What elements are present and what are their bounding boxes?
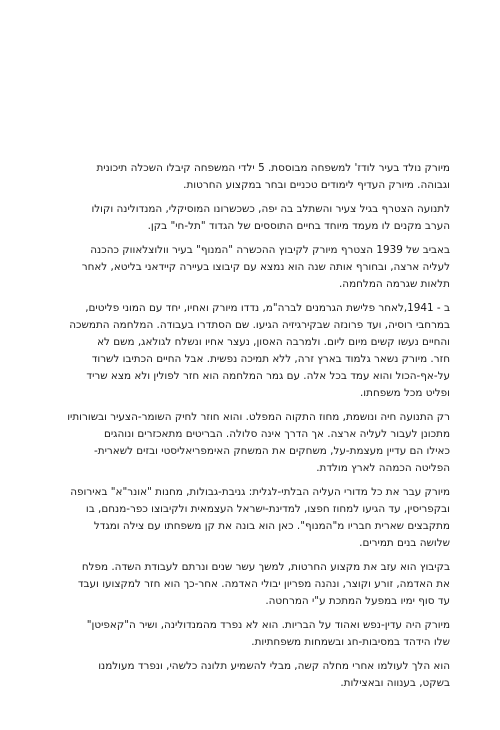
text-line: בקיבוץ הוא עזב את מקצוע החרטות, למשך עשר שנים ונרתם לעבודת השדה. מפלח — [81, 561, 450, 573]
text-line: ופליט מכל משפחתו. — [359, 387, 450, 399]
text-line: על-אף-הכול והוא עמד בכל אלה. עם גמר המלחמה הוא חזר לפולין ולא מצא שריד — [86, 370, 450, 382]
text-line: במרחבי רוסיה, ועד פרונזה שבקירגיזיה הגיעו. שם הסתדרו בעבודה. המלחמה התמשכה — [69, 319, 450, 331]
text-line: מתקבצים שארית חבריו מ"המנוף". כאן הוא בונה את קן משפחתו עם צילה ומגדל — [93, 520, 450, 532]
paragraph-5 — [50, 409, 450, 477]
text-line: הערב מקנים לו מעמד מיוחד בחיים התוססים של הגדוד "תל-חי" בקן. — [147, 220, 450, 232]
paragraph-7 — [50, 559, 450, 610]
paragraph-8 — [50, 617, 450, 651]
text-line: את האדמה, זורע וקוצר, ונהנה מפריון יבולי האדמה. אחר-כך הוא חזר למקצועו ועבד — [77, 578, 450, 590]
text-line: מיורק נולד בעיר לודז' למשפחה מבוססת. 5 ילדי המשפחה קיבלו השכלה תיכונית — [96, 162, 450, 174]
paragraph-9 — [50, 658, 450, 692]
text-line: עד סוף ימיו במפעל המתכת ע"י המרחטה. — [265, 595, 450, 607]
paragraph-6 — [50, 484, 450, 552]
text-line: בשקט, בענווה ובאצילות. — [340, 677, 450, 689]
text-line: לעליה ארצה, ובחורף אותה שנה הוא נמצא עם קיבוצו בעיירה קיידאני בליטא, לאחר — [81, 261, 450, 273]
text-line: תלאות שגרמה המלחמה. — [339, 278, 450, 290]
text-line: הוא הלך לעולמו אחרי מחלה קשה, מבלי להשמיע תלונה כלשהי, ונפרד מעולמנו — [98, 660, 450, 672]
text-line: לתנועה הצטרף בגיל צעיר והשתלב בה יפה, כשכשרונו המוסיקלי, המנדולינה וקולו — [91, 203, 450, 215]
text-line: ובקפריסין, עד הגיעו למחוז חפצו, למדינת-ישראל העצמאית ולקיבוצו כפר-מנחם, בו — [85, 503, 450, 515]
text-line: רק התנועה חיה ונושמת, מחוז התקוה המפלט. והוא חוזר לחיק השומר-הצעיר ובשורותיו — [67, 411, 450, 423]
text-line: ב - 1941,לאחר פלישת הגרמנים לברה"מ, נדדו מיורק ואחיו, יחד עם המוני פליטים, — [85, 302, 450, 314]
text-line: כאילו הם עדיין מעצמת-על, משחקים את המשחק האימפריאליסטי ובזים לשארית- — [94, 445, 450, 457]
text-line: מתכונן לעבור לעליה ארצה. אך הדרך אינה סלולה. הבריטים מתאכזרים ונוהגים — [103, 428, 450, 440]
text-line: והחיים נעשו קשים מיום ליום. ולמרבה האסון, נעצר אחיו ונשלח לגולאג, משם לא — [97, 336, 450, 348]
paragraph-1 — [50, 160, 450, 194]
paragraph-2 — [50, 201, 450, 235]
text-line: שלושה בנים תמירים. — [359, 537, 450, 549]
text-line: באביב של 1939 הצטרף מיורק לקיבוץ ההכשרה "המנוף" בעיר וולוצלאווק כהכנה — [90, 244, 450, 256]
text-line: שלו הידהד במסיבות-חג ובשמחות משפחתיות. — [251, 636, 450, 648]
text-line: מיורק היה עדין-נפש ואהוד על הבריות. הוא לא נפרד מהמנדולינה, ושיר ה"קאפיטן" — [86, 619, 450, 631]
text-line: חזר. מיורק נשאר גלמוד בארץ זרה, ללא תמיכה נפשית. אבל החיים הכתיבו לשרוד — [91, 353, 450, 365]
paragraph-4 — [50, 300, 450, 402]
text-line: וגבוהה. מיורק העדיף לימודים טכניים ובחר במקצוע החרטות. — [183, 179, 450, 191]
text-line: הפליטה הכמהה לארץ מולדת. — [316, 462, 450, 474]
text-line: מיורק עבר את כל מדורי העליה הבלתי-לגלית: גניבת-גבולות, מחנות "אונר"א" באירופה — [70, 486, 450, 498]
document-body — [50, 160, 450, 699]
paragraph-3 — [50, 242, 450, 293]
